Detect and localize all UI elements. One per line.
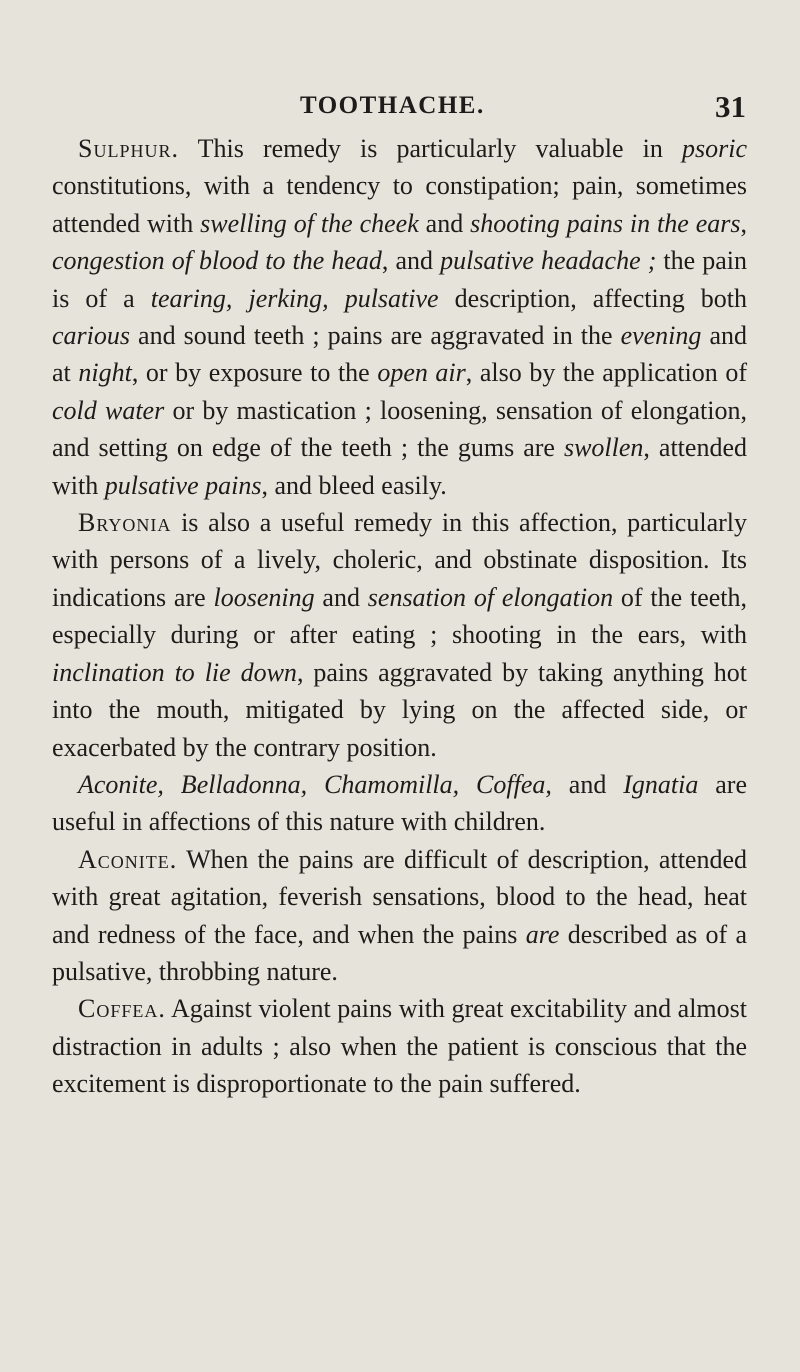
running-title: TOOTHACHE.	[300, 92, 485, 119]
body-text	[52, 130, 747, 1103]
text-segment: , also by the application of	[465, 358, 748, 388]
italic-segment: pulsative pains	[104, 470, 262, 500]
text-segment: and at	[52, 321, 747, 388]
italic-segment: inclination to lie down	[52, 657, 297, 687]
text-segment: When the pains are difficult of description, attended with great agitation, feverish sensations, blood to the head, heat and redness of the face, and when the pains	[52, 844, 747, 949]
italic-segment: tearing, jerking, pulsative	[150, 283, 439, 313]
paragraph-children	[52, 766, 747, 841]
italic-segment: congestion of blood to the head	[52, 246, 382, 276]
text-segment: of the teeth, especially during or after eating ; shooting in the ears, with	[52, 582, 748, 650]
text-segment: and	[314, 582, 368, 612]
italic-segment: swelling of the cheek	[200, 208, 419, 238]
paragraph-aconite	[52, 841, 747, 991]
italic-segment: cold water	[52, 395, 165, 425]
text-segment: and	[418, 208, 471, 238]
text-segment: , and	[381, 246, 441, 276]
page-number: 31	[715, 89, 746, 124]
paragraph-sulphur	[52, 130, 747, 504]
italic-segment: night	[78, 358, 132, 388]
paragraph-bryonia	[52, 504, 747, 766]
remedy-name-bryonia: Bryonia	[78, 508, 172, 538]
italic-segment: shooting pains in the ears	[470, 208, 741, 238]
text-segment: , or by exposure to the	[131, 358, 378, 388]
text-segment: or by mastication ; loosening, sensation of elongation, and setting on edge of the teeth ; the gums are	[52, 395, 747, 463]
text-segment: ,	[740, 208, 747, 238]
remedy-name-aconite: Aconite.	[78, 844, 178, 874]
remedy-name-coffea: Coffea.	[78, 994, 166, 1024]
italic-segment: Aconite, Belladonna, Chamomilla, Coffea,	[78, 769, 552, 799]
text-segment: This remedy is particularly valuable in	[178, 134, 682, 163]
text-segment: described as of a pulsative, throbbing nature.	[52, 919, 748, 986]
italic-segment: evening	[620, 321, 702, 351]
italic-segment: carious	[52, 321, 130, 351]
text-segment: and	[551, 769, 624, 799]
italic-segment: loosening	[213, 582, 315, 612]
text-segment: , and bleed easily.	[261, 470, 447, 500]
italic-segment: Ignatia	[623, 769, 699, 799]
italic-segment: swollen	[563, 433, 644, 463]
italic-segment: psoric	[682, 134, 747, 163]
text-segment: , attended with	[52, 433, 747, 500]
italic-segment: are	[525, 919, 560, 949]
italic-segment: open air	[377, 358, 466, 388]
text-segment: description, affecting both	[438, 283, 748, 313]
paragraph-coffea	[52, 990, 747, 1102]
text-segment: and sound teeth ; pains are aggravated in the	[130, 321, 621, 351]
text-segment: are useful in affections of this nature with children.	[52, 769, 747, 837]
text-segment: the pain is of a	[52, 246, 748, 313]
italic-segment: sensation of elongation	[367, 582, 614, 612]
page-header	[300, 89, 746, 126]
text-segment: is also a useful remedy in this affection, particularly with persons of a lively, choleric, and obstinate disposition. Its indications are	[52, 508, 747, 612]
remedy-name-sulphur: Sulphur.	[78, 134, 179, 163]
text-segment: constitutions, with a tendency to constipation; pain, sometimes attended with	[52, 171, 747, 238]
italic-segment: pulsative headache ;	[440, 246, 657, 276]
text-segment: , pains aggravated by taking anything hot into the mouth, mitigated by lying on the affected side, or exacerbated by the contrary position.	[52, 657, 747, 762]
text-segment: Against violent pains with great excitability and almost distraction in adults ; also when the patient is conscious that the excitement is disproportionate to the pain suffered.	[52, 994, 747, 1099]
